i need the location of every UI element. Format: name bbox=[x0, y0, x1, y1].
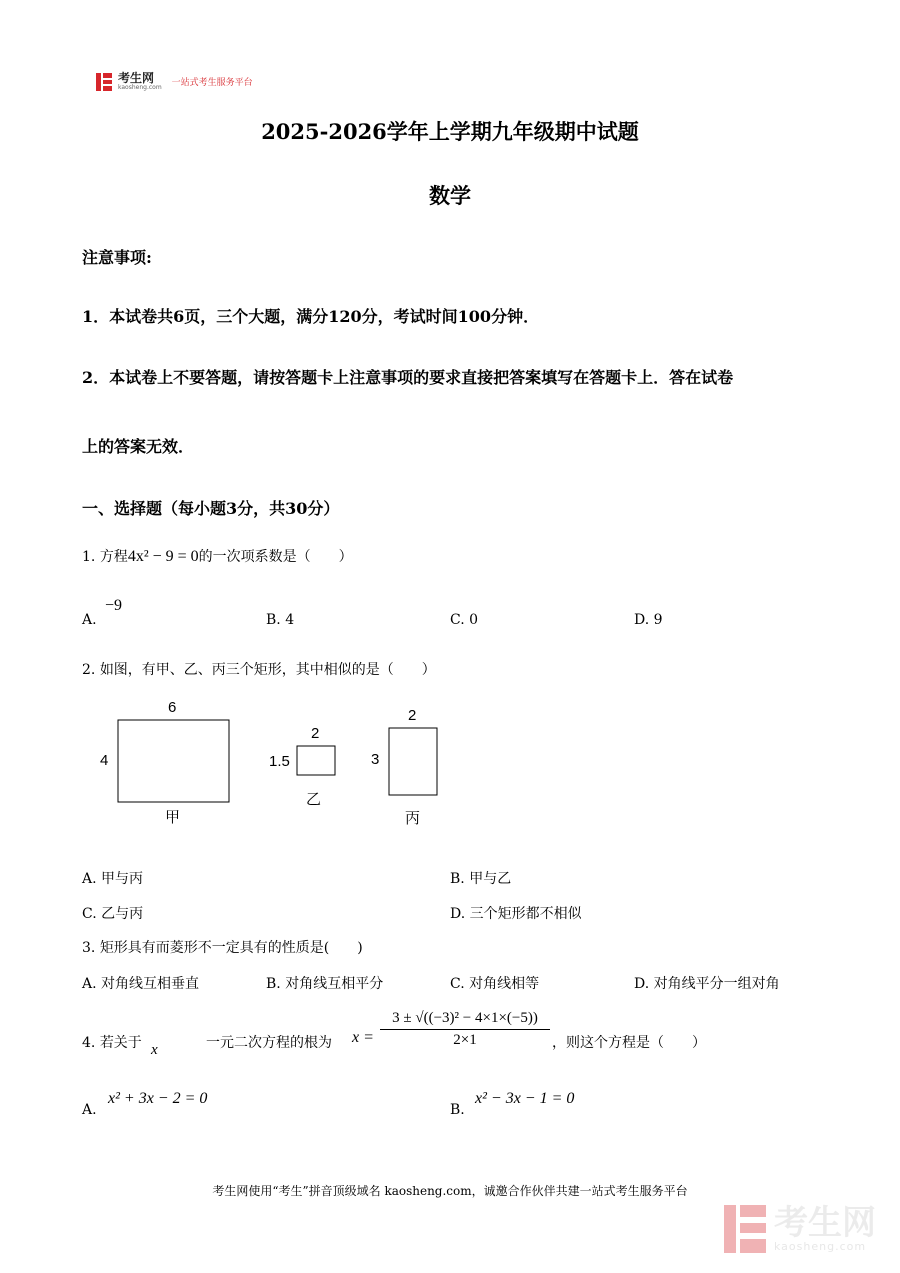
option-label: A. bbox=[82, 976, 97, 992]
rect-bing bbox=[389, 728, 437, 795]
root-lhs: x = bbox=[352, 1029, 374, 1046]
option-label: A. bbox=[82, 1102, 97, 1118]
question-2 bbox=[82, 659, 436, 679]
option-label: D. bbox=[634, 612, 650, 628]
q4-option-b-equation: x² − 3x − 1 = 0 bbox=[475, 1090, 575, 1107]
question-text: 如图，有甲、乙、丙三个矩形，其中相似的是（ ） bbox=[99, 662, 436, 678]
q3-option-d[interactable] bbox=[634, 973, 780, 993]
site-logo bbox=[96, 72, 253, 91]
option-label: D. bbox=[450, 906, 466, 922]
option-text: 对角线相等 bbox=[469, 976, 540, 992]
question-text: ，则这个方程是（ ） bbox=[552, 1035, 706, 1051]
q1-option-c[interactable] bbox=[450, 612, 478, 628]
root-fraction bbox=[380, 1010, 550, 1049]
q4-option-b[interactable] bbox=[450, 1102, 465, 1118]
q2-option-b[interactable] bbox=[450, 868, 511, 888]
option-text: 4 bbox=[285, 612, 295, 628]
question-number: 3. bbox=[82, 940, 96, 956]
question-text: 若关于 bbox=[99, 1035, 142, 1051]
watermark-name: 考生网 bbox=[774, 1202, 876, 1243]
notice-item-2-line-2: 上的答案无效． bbox=[82, 437, 195, 456]
page-footer: 考生网使用“考生”拼音顶级域名 kaosheng.com，诚邀合作伙伴共建一站式考生服务平台 bbox=[212, 1184, 688, 1198]
q3-option-c[interactable] bbox=[450, 973, 539, 993]
option-label: B. bbox=[266, 976, 281, 992]
option-label: B. bbox=[450, 1102, 465, 1118]
rect-yi bbox=[297, 746, 335, 775]
q1-option-d[interactable] bbox=[634, 612, 663, 628]
equation: 4x² − 9 = 0 bbox=[127, 548, 199, 565]
rect-bing-name: 丙 bbox=[405, 810, 421, 827]
fraction-numerator: 3 ± √((−3)² − 4×1×(−5)) bbox=[380, 1010, 550, 1030]
question-number: 2. bbox=[82, 662, 96, 678]
option-label: A. bbox=[82, 871, 97, 887]
option-text: 9 bbox=[653, 612, 663, 628]
question-text: 矩形具有而菱形不一定具有的性质是( ) bbox=[99, 940, 363, 956]
option-label: A. bbox=[82, 612, 97, 628]
logo-domain: kaosheng.com bbox=[118, 84, 162, 91]
variable-x: x bbox=[151, 1042, 158, 1058]
fraction-denominator: 2×1 bbox=[453, 1032, 477, 1048]
rect-jia bbox=[118, 720, 229, 802]
logo-slogan: 一站式考生服务平台 bbox=[171, 78, 253, 88]
watermark bbox=[724, 1202, 876, 1253]
watermark-domain: kaosheng.com bbox=[774, 1239, 867, 1253]
option-label: C. bbox=[450, 612, 465, 628]
rect-yi-top-label: 2 bbox=[311, 725, 320, 742]
question-1 bbox=[82, 546, 353, 566]
rect-bing-left-label: 3 bbox=[371, 751, 380, 768]
q1-option-a-value: −9 bbox=[105, 597, 123, 614]
notice-item-2-line-1: 2．本试卷上不要答题，请按答题卡上注意事项的要求直接把答案填写在答题卡上．答在试卷 bbox=[82, 368, 734, 387]
option-label: C. bbox=[82, 906, 97, 922]
question-text: 一元二次方程的根为 bbox=[206, 1035, 332, 1051]
q4-option-a[interactable] bbox=[82, 1102, 97, 1118]
option-label: C. bbox=[450, 976, 465, 992]
q4-option-a-equation: x² + 3x − 2 = 0 bbox=[108, 1090, 208, 1107]
section-heading: 一、选择题（每小题3分，共30分） bbox=[82, 499, 340, 518]
rect-jia-name: 甲 bbox=[165, 809, 181, 826]
option-text: 对角线互相平分 bbox=[285, 976, 384, 992]
q2-option-a[interactable] bbox=[82, 868, 143, 888]
question-number: 4. bbox=[82, 1035, 96, 1051]
q2-option-c[interactable] bbox=[82, 903, 143, 923]
q1-option-a[interactable] bbox=[82, 612, 97, 628]
notice-item-1: 1．本试卷共6页，三个大题，满分120分，考试时间100分钟． bbox=[82, 307, 540, 326]
logo-icon bbox=[96, 73, 112, 91]
option-text: 三个矩形都不相似 bbox=[469, 906, 582, 922]
option-label: D. bbox=[634, 976, 650, 992]
option-text: 对角线平分一组对角 bbox=[653, 976, 780, 992]
watermark-logo-icon bbox=[724, 1205, 766, 1253]
option-text: 甲与乙 bbox=[469, 871, 512, 887]
rectangles-figure bbox=[95, 692, 455, 832]
option-text: 0 bbox=[469, 612, 479, 628]
question-number: 1. bbox=[82, 549, 96, 565]
question-4 bbox=[82, 1032, 142, 1052]
option-text: 乙与丙 bbox=[101, 906, 144, 922]
question-text: 的一次项系数是（ ） bbox=[198, 549, 353, 565]
subject-title: 数学 bbox=[429, 183, 471, 208]
option-label: B. bbox=[266, 612, 281, 628]
rect-jia-top-label: 6 bbox=[168, 699, 177, 716]
logo-name: 考生网 bbox=[118, 71, 155, 85]
q1-option-b[interactable] bbox=[266, 612, 294, 628]
q3-option-a[interactable] bbox=[82, 973, 199, 993]
question-text: 方程 bbox=[99, 549, 128, 565]
q2-option-d[interactable] bbox=[450, 903, 582, 923]
q3-option-b[interactable] bbox=[266, 973, 383, 993]
option-label: B. bbox=[450, 871, 465, 887]
rect-jia-left-label: 4 bbox=[100, 752, 109, 769]
notice-heading: 注意事项: bbox=[82, 248, 152, 267]
option-text: 甲与丙 bbox=[101, 871, 144, 887]
option-text: 对角线互相垂直 bbox=[101, 976, 200, 992]
rect-yi-name: 乙 bbox=[306, 791, 322, 808]
rect-yi-left-label: 1.5 bbox=[269, 753, 290, 770]
rect-bing-top-label: 2 bbox=[408, 707, 417, 724]
exam-title: 2025-2026学年上学期九年级期中试题 bbox=[261, 119, 639, 144]
question-3 bbox=[82, 937, 363, 957]
